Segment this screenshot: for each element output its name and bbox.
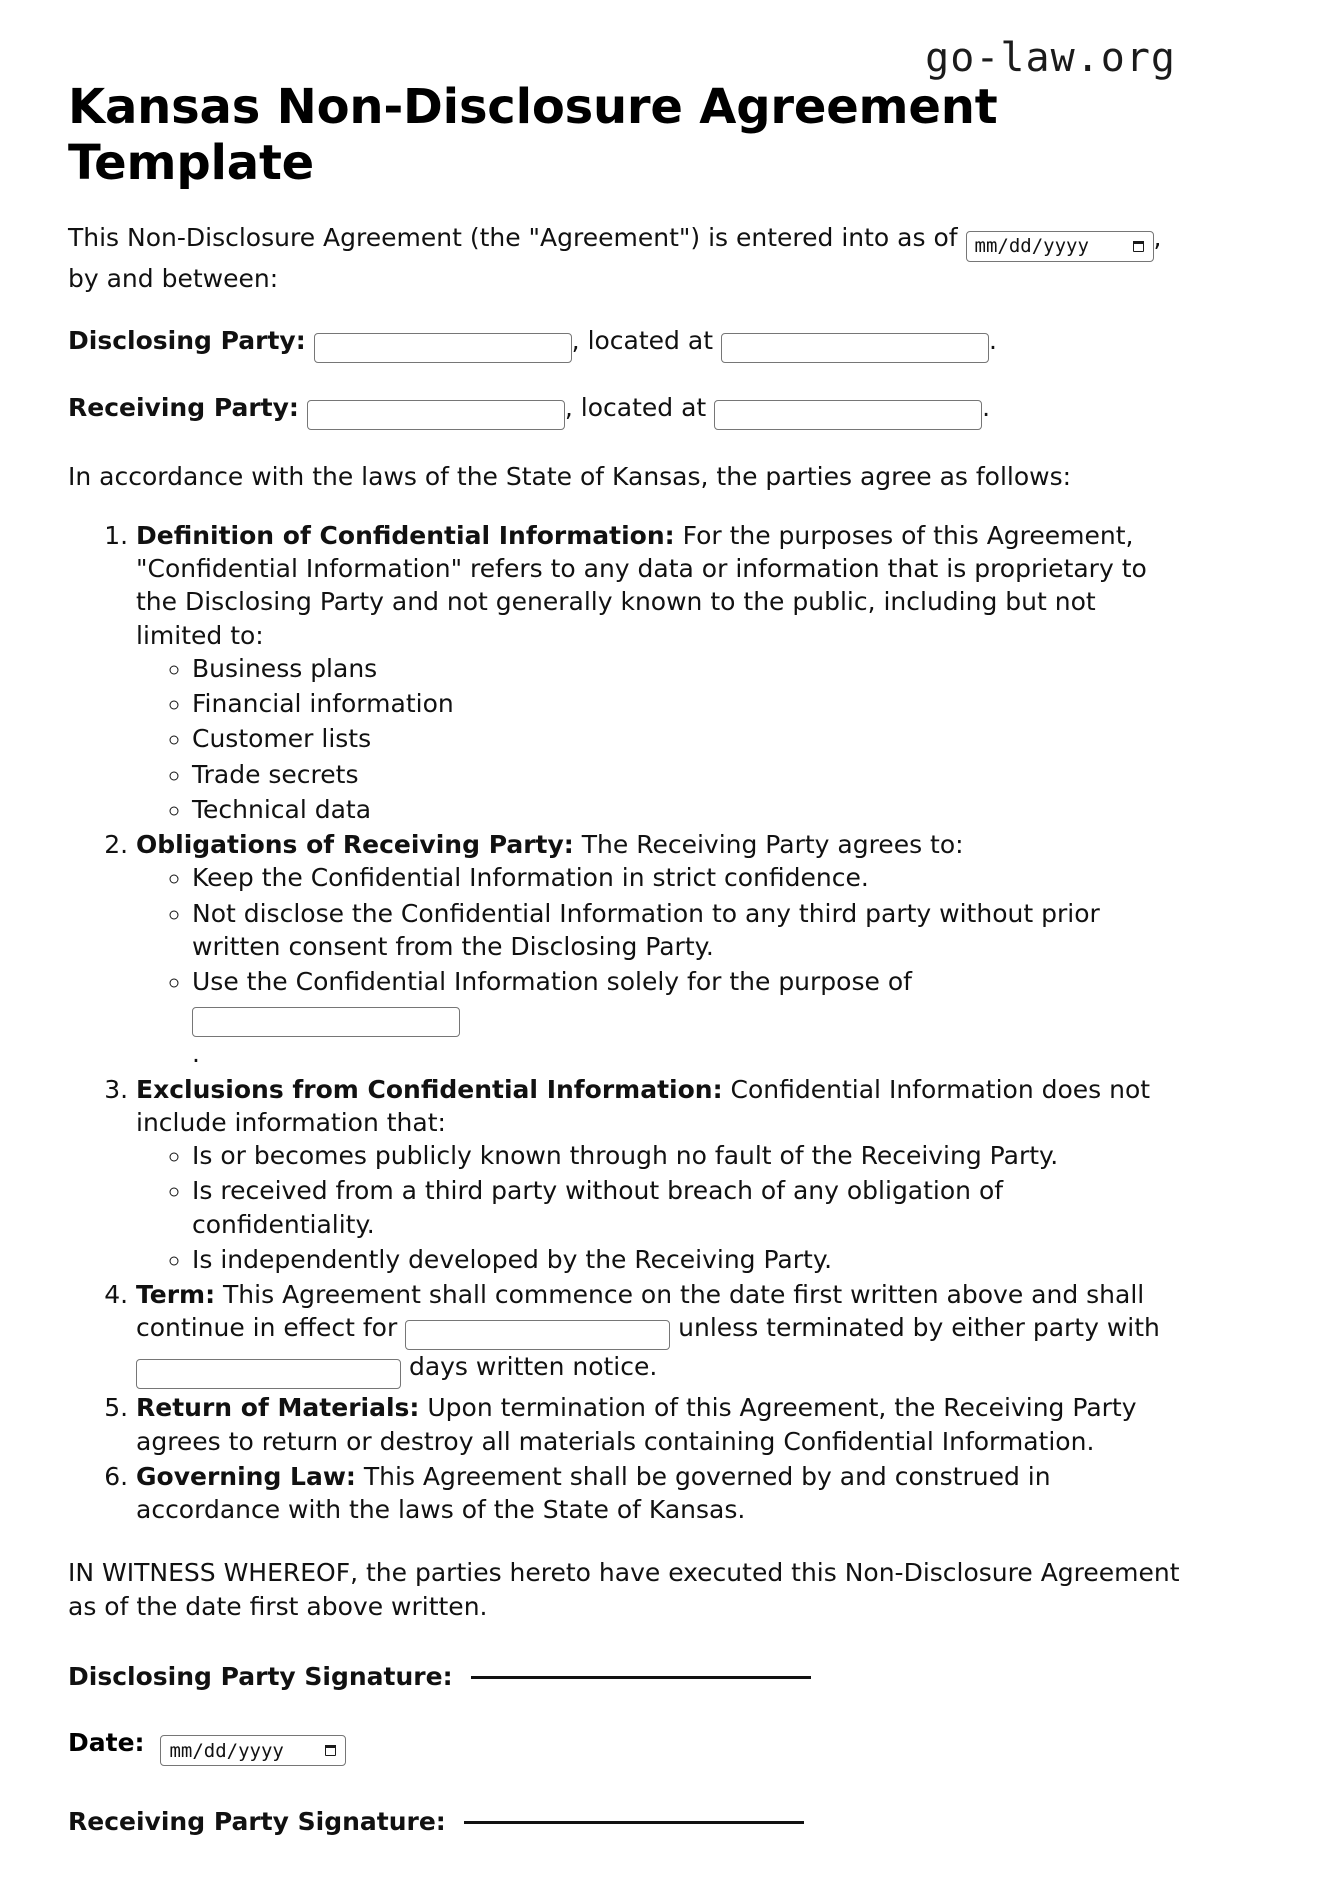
clause-item-obligations [136,828,1181,1071]
clause-list [68,519,1181,1527]
clause-heading-exclusions: Exclusions from Confidential Information: [136,1074,723,1104]
receiving-party-name-input[interactable] [307,400,565,430]
list-item: ◦ Is or becomes publicly known through no fault of the Receiving Party. [192,1139,1181,1172]
clause-body-governing-law: This Agreement shall be governed by and construed in accordance with the laws of the State of Kansas. [136,1461,1051,1525]
receiving-party-row [68,389,1181,430]
receiving-signature-line[interactable] [464,1820,804,1824]
list-item: ◦ Trade secrets [192,758,1181,791]
page-title: Kansas Non-Disclosure Agreement Template [68,79,998,191]
term-text-part1: This Agreement shall commence on the date first written above and shall continue in effect for [136,1280,1145,1343]
clause-item-exclusions [136,1073,1181,1277]
intro-paragraph [68,221,1181,295]
clause-heading-governing-law: Governing Law: [136,1461,356,1491]
accordance-paragraph: In accordance with the laws of the State of Kansas, the parties agree as follows: [68,461,1072,491]
disclosing-located-at-label: , located at [571,325,713,355]
disclosing-party-name-input[interactable] [314,333,572,363]
intro-text-before-date: This Non-Disclosure Agreement (the "Agreement") is entered into as of [68,223,958,253]
purpose-text: Use the Confidential Information solely for the purpose of [192,967,912,997]
purpose-input[interactable] [192,1007,460,1037]
list-item: ◦ Business plans [192,652,1181,685]
list-item: ◦ Financial information [192,687,1181,720]
calendar-icon[interactable] [1133,239,1146,254]
term-text-part3: days written notice. [408,1352,658,1382]
exclusions-sub-list [136,1139,1181,1276]
signature-date-value: mm/dd/yyyy [169,1739,284,1762]
term-notice-days-input[interactable] [136,1359,401,1389]
disclosing-period: . [988,325,997,355]
clause-heading-obligations: Obligations of Receiving Party: [136,830,574,860]
clause-heading-definition: Definition of Confidential Information: [136,520,675,550]
list-item-purpose [192,965,1181,1071]
site-brand-watermark: go-law.org [925,35,1176,81]
clause-heading-term: Term: [136,1280,216,1310]
clause-item-term [136,1278,1181,1389]
clause-body-obligations: The Receiving Party agrees to: [581,830,964,860]
disclosing-signature-row [68,1659,1181,1694]
disclosing-signature-line[interactable] [471,1675,811,1679]
intro-text-after-date: , by and between: [68,223,1162,294]
term-duration-input[interactable] [405,1320,670,1350]
list-item: ◦ Technical data [192,793,1181,826]
definition-sub-list [136,652,1181,826]
receiving-located-at-label: , located at [564,392,707,422]
clause-heading-return: Return of Materials: [136,1393,420,1423]
disclosing-party-label: Disclosing Party: [68,325,306,355]
calendar-icon[interactable] [325,1743,338,1758]
receiving-party-label: Receiving Party: [68,392,299,422]
clause-item-return-of-materials [136,1391,1181,1458]
disclosing-party-location-input[interactable] [721,333,989,363]
term-text-part2: unless terminated by either party with [678,1313,1160,1343]
signature-date-row [68,1728,1181,1767]
clause-body-definition: For the purposes of this Agreement, "Confidential Information" refers to any data or information that is proprietary to the Disclosing Party and not generally known to the public, including but not limited to: [136,520,1147,650]
clause-item-definition [136,519,1181,826]
disclosing-party-row [68,322,1181,363]
list-item: ◦ Is received from a third party without breach of any obligation of confidentiality. [192,1174,1181,1241]
list-item: ◦ Not disclose the Confidential Information to any third party without prior written consent from the Disclosing Party. [192,897,1181,964]
receiving-party-location-input[interactable] [714,400,982,430]
signature-date-label: Date: [68,1727,145,1757]
list-item: ◦ Is independently developed by the Receiving Party. [192,1243,1181,1276]
disclosing-signature-label: Disclosing Party Signature: [68,1661,453,1691]
witness-paragraph: IN WITNESS WHEREOF, the parties hereto have executed this Non-Disclosure Agreement as of the date first above written. [68,1558,1180,1621]
receiving-signature-row [68,1804,1181,1839]
signature-date-input[interactable] [160,1735,346,1766]
agreement-date-input[interactable] [966,231,1154,262]
purpose-trailing-period: . [192,1039,200,1069]
clause-item-governing-law [136,1460,1181,1527]
obligations-sub-list [136,861,1181,1070]
list-item: ◦ Keep the Confidential Information in strict confidence. [192,861,1181,894]
list-item: ◦ Customer lists [192,722,1181,755]
receiving-period: . [982,392,991,422]
clause-body-return: Upon termination of this Agreement, the Receiving Party agrees to return or destroy all materials containing Confidential Information. [136,1393,1137,1456]
clause-body-exclusions: Confidential Information does not include information that: [136,1074,1151,1137]
receiving-signature-label: Receiving Party Signature: [68,1807,446,1837]
agreement-date-value: mm/dd/yyyy [974,235,1089,258]
